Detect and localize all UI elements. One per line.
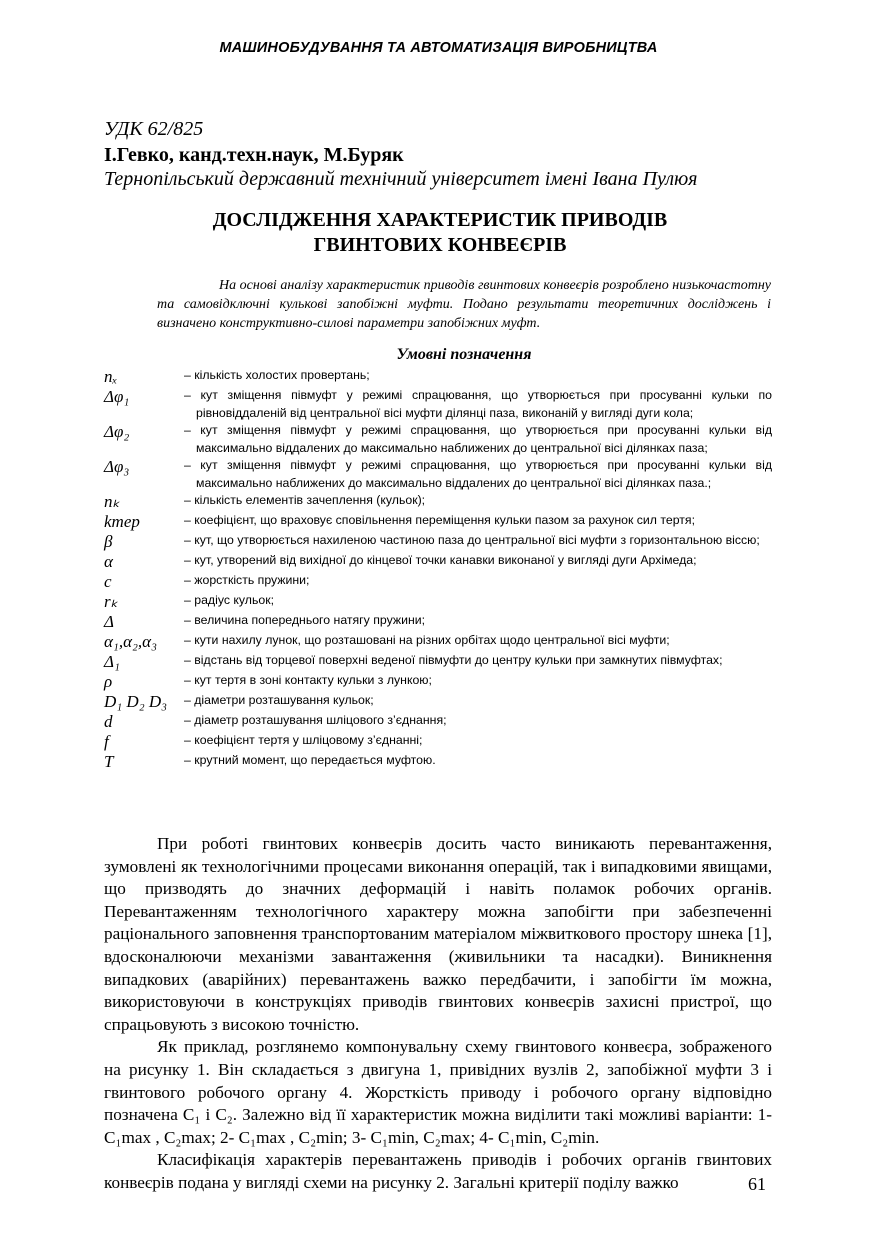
notation-symbol: T [104, 752, 114, 771]
abstract: На основі аналізу характеристик приводів гвинтових конвеєрів розроблено низькочастотну та самовідключні кулькові запобіжні муфти. Подано результати теоретичних досліджень і визначено конструктивно-силові параметри запобіжних муфт. [157, 278, 771, 331]
udk-code: УДК 62/825 [104, 118, 204, 140]
notation-symbol: f [104, 732, 109, 751]
notation-row [104, 552, 772, 572]
notation-symbol: kтер [104, 512, 140, 531]
notation-text: – кут зміщення півмуфт у режимі спрацювання, що утворюється при просуванні кульки по рівновіддаленій від центральної вісі муфти ділянці паза, виконаній у вигляді дуги кола; [184, 388, 772, 420]
article-title [104, 208, 776, 258]
title-line-1: ДОСЛІДЖЕННЯ ХАРАКТЕРИСТИК ПРИВОДІВ [212, 209, 668, 231]
notation-text: – кут, утворений від вихідної до кінцевої точки канавки виконаної у вигляді дуги Архімеда; [184, 553, 697, 567]
notation-row [104, 652, 772, 672]
notation-symbol: β [104, 532, 113, 551]
notation-row [104, 752, 772, 772]
notation-row [104, 367, 772, 387]
notation-row [104, 672, 772, 692]
page-number: 61 [748, 1174, 766, 1194]
notation-symbol: D₁ D₂ D₃ [104, 692, 168, 711]
notation-symbol: c [104, 572, 112, 591]
notation-row [104, 572, 772, 592]
notation-symbol: nₓ [104, 367, 118, 386]
notation-row [104, 387, 772, 422]
notation-row [104, 512, 772, 532]
notation-row [104, 692, 772, 712]
notation-text: – кількість елементів зачеплення (кульок); [184, 493, 426, 507]
notation-row [104, 712, 772, 732]
paragraph: Як приклад, розглянемо компонувальну схему гвинтового конвеєра, зображеного на рисунку 1. Він складається з двигуна 1, привідних вузлів 2, запобіжної муфти 3 і гвинтового робочого органу 4. Жорсткість приводу і робочого органу відповідно позначена C₁ і C₂. Залежно від її характеристик можна виділити такі можливі варіанти: 1- C₁max , C₂max; 2- C₁max , C₂min; 3- C₁min, C₂max; 4- C₁min, C₂min. [104, 1037, 772, 1147]
notation-row [104, 612, 772, 632]
title-line-2: ГВИНТОВИХ КОНВЕЄРІВ [313, 234, 567, 256]
notation-text: – крутний момент, що передається муфтою. [184, 753, 436, 767]
notation-row [104, 422, 772, 457]
notation-row [104, 492, 772, 512]
notation-symbol: rₖ [104, 592, 118, 611]
notation-symbol: Δ₁ [104, 652, 120, 671]
notation-text: – коефіцієнт тертя у шліцовому з’єднанні; [184, 733, 423, 747]
notation-symbol: Δ [104, 612, 114, 631]
paragraph: Класифікація характерів перевантажень приводів і робочих органів гвинтових конвеєрів подана у вигляді схеми на рисунку 2. Загальні критерії поділу важко [104, 1150, 772, 1192]
body-text [104, 833, 772, 1195]
notation-heading: Умовні позначення [396, 346, 532, 363]
notation-symbol: ρ [104, 672, 113, 691]
notation-text: – кут, що утворюється нахиленою частиною паза до центральної вісі муфти з горизонтальною віссю; [184, 533, 760, 547]
notation-row [104, 532, 772, 552]
notation-row [104, 457, 772, 492]
notation-list [104, 367, 772, 772]
notation-text: – жорсткість пружини; [184, 573, 310, 587]
notation-text: – кут зміщення півмуфт у режимі спрацювання, що утворюється при просуванні кульки від максимально наближених до максимально віддалених до центральної вісі ділянках паза.; [184, 458, 772, 490]
notation-text: – діаметри розташування кульок; [184, 693, 374, 707]
notation-symbol: Δφ₁ [104, 387, 130, 406]
journal-header: МАШИНОБУДУВАННЯ ТА АВТОМАТИЗАЦІЯ ВИРОБНИЦТВА [219, 40, 658, 56]
notation-text: – кількість холостих провертань; [184, 368, 370, 382]
notation-text: – кут зміщення півмуфт у режимі спрацювання, що утворюється при просуванні кульки від максимально віддалених до максимально наближених до центральної вісі ділянках паза; [184, 423, 772, 455]
notation-row [104, 592, 772, 612]
notation-text: – діаметр розташування шліцового з’єднання; [184, 713, 447, 727]
notation-symbol: α₁,α₂,α₃ [104, 632, 158, 651]
affiliation: Тернопільський державний технічний університет імені Івана Пулюя [104, 168, 698, 190]
notation-row [104, 632, 772, 652]
notation-row [104, 732, 772, 752]
notation-symbol: Δφ₂ [104, 422, 130, 441]
notation-symbol: Δφ₃ [104, 457, 130, 476]
notation-symbol: d [104, 712, 113, 731]
notation-symbol: nₖ [104, 492, 120, 511]
notation-text: – величина попереднього натягу пружини; [184, 613, 426, 627]
paragraph: При роботі гвинтових конвеєрів досить часто виникають перевантаження, зумовлені як технологічними процесами виконання операцій, так і випадковими явищами, що призводять до значних деформацій і навіть поламок робочих органів. Перевантаженням технологічного характеру можна запобігти при забезпеченні раціонального заповнення транспортованим матеріалом міжвиткового простору шнека [1], вдосконалюючи механізми завантаження (живильники та насадки). Виникнення випадкових (аварійних) перевантажень важко передбачити, і запобігти їм можна, використовуючи в конструкціях приводів гвинтових конвеєрів захисні пристрої, що спрацьовують з високою точністю. [104, 834, 772, 1034]
notation-text: – коефіцієнт, що враховує сповільнення переміщення кульки пазом за рахунок сил тертя; [184, 513, 695, 527]
notation-text: – радіус кульок; [184, 593, 275, 607]
notation-text: – кут тертя в зоні контакту кульки з лункою; [184, 673, 432, 687]
notation-text: – відстань від торцевої поверхні веденої півмуфти до центру кульки при замкнутих півмуфтах; [184, 653, 723, 667]
authors: І.Гевко, канд.техн.наук, М.Буряк [104, 144, 404, 166]
notation-symbol: α [104, 552, 113, 571]
notation-text: – кути нахилу лунок, що розташовані на різних орбітах щодо центральної вісі муфти; [184, 633, 670, 647]
